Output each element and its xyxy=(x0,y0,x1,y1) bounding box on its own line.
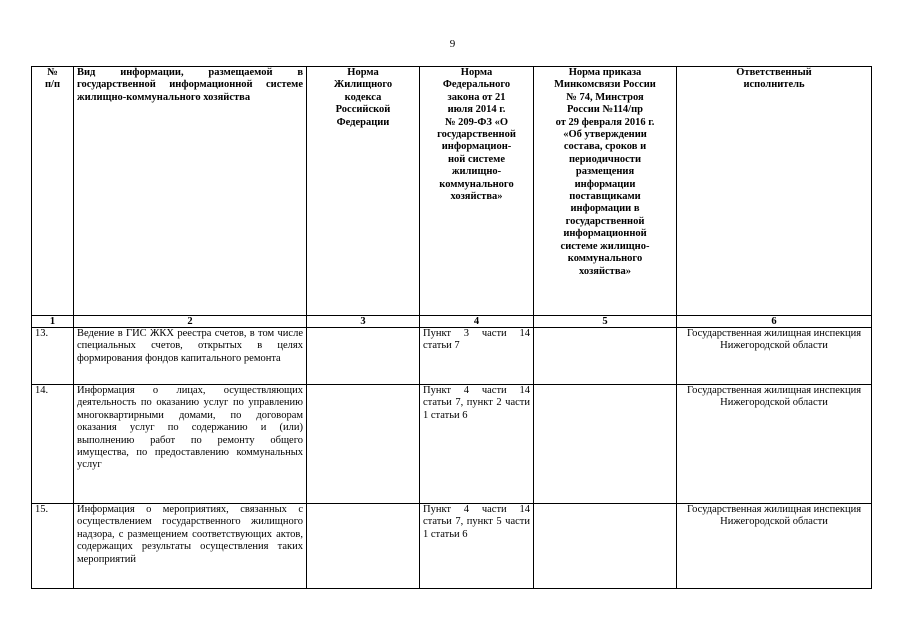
header-federal-law: Норма Федерального закона от 21 июля 2014 г. № 209-ФЗ «О государственной информацион- ной системе жилищно- коммунального хозяйства» xyxy=(420,67,534,316)
table-row xyxy=(32,328,872,385)
row-info-type: Информация о лицах, осуществляющих деятельность по оказанию услуг по управлению многоквартирными домами, по договорам оказания услуг по содержанию и (или) выполнению работ по ремонту общего имущества, по предоставлению коммунальных услуг xyxy=(74,385,307,504)
row-federal-law: Пункт 3 части 14 статьи 7 xyxy=(420,328,534,385)
row-info-type: Ведение в ГИС ЖКХ реестра счетов, в том числе специальных счетов, открытых в целях формирования фондов капитального ремонта xyxy=(74,328,307,385)
column-number: 1 xyxy=(32,316,74,328)
row-order xyxy=(534,385,677,504)
header-number: № п/п xyxy=(32,67,74,316)
row-number: 15. xyxy=(32,504,74,589)
row-federal-law: Пункт 4 части 14 статьи 7, пункт 2 части 1 статьи 6 xyxy=(420,385,534,504)
row-info-type: Информация о мероприятиях, связанных с осуществлением государственного жилищного надзора, с размещением соответствующих актов, содержащих результаты осуществления таких мероприятий xyxy=(74,504,307,589)
table-header-row xyxy=(32,67,872,316)
row-order xyxy=(534,328,677,385)
row-housing-code xyxy=(307,504,420,589)
row-number: 13. xyxy=(32,328,74,385)
header-housing-code: Норма Жилищного кодекса Российской Федерации xyxy=(307,67,420,316)
row-executor: Государственная жилищная инспекция Нижегородской области xyxy=(677,504,872,589)
row-order xyxy=(534,504,677,589)
row-executor: Государственная жилищная инспекция Нижегородской области xyxy=(677,328,872,385)
column-numbers-row xyxy=(32,316,872,328)
header-executor: Ответственный исполнитель xyxy=(677,67,872,316)
column-number: 4 xyxy=(420,316,534,328)
row-housing-code xyxy=(307,328,420,385)
column-number: 5 xyxy=(534,316,677,328)
information-table xyxy=(31,66,872,589)
column-number: 3 xyxy=(307,316,420,328)
column-number: 6 xyxy=(677,316,872,328)
table-row xyxy=(32,385,872,504)
row-number: 14. xyxy=(32,385,74,504)
page-number: 9 xyxy=(449,38,456,50)
table-row xyxy=(32,504,872,589)
row-federal-law: Пункт 4 части 14 статьи 7, пункт 5 части 1 статьи 6 xyxy=(420,504,534,589)
row-housing-code xyxy=(307,385,420,504)
header-order: Норма приказа Минкомсвязи России № 74, Минстроя России №114/пр от 29 февраля 2016 г. «Об утверждении состава, сроков и периодичности размещения информации поставщиками информации в государственной информационной системе жилищно- коммунального хозяйства» xyxy=(534,67,677,316)
column-number: 2 xyxy=(74,316,307,328)
header-info-type: Вид информации, размещаемой в государственной информационной системе жилищно-коммунального хозяйства xyxy=(74,67,307,316)
row-executor: Государственная жилищная инспекция Нижегородской области xyxy=(677,385,872,504)
